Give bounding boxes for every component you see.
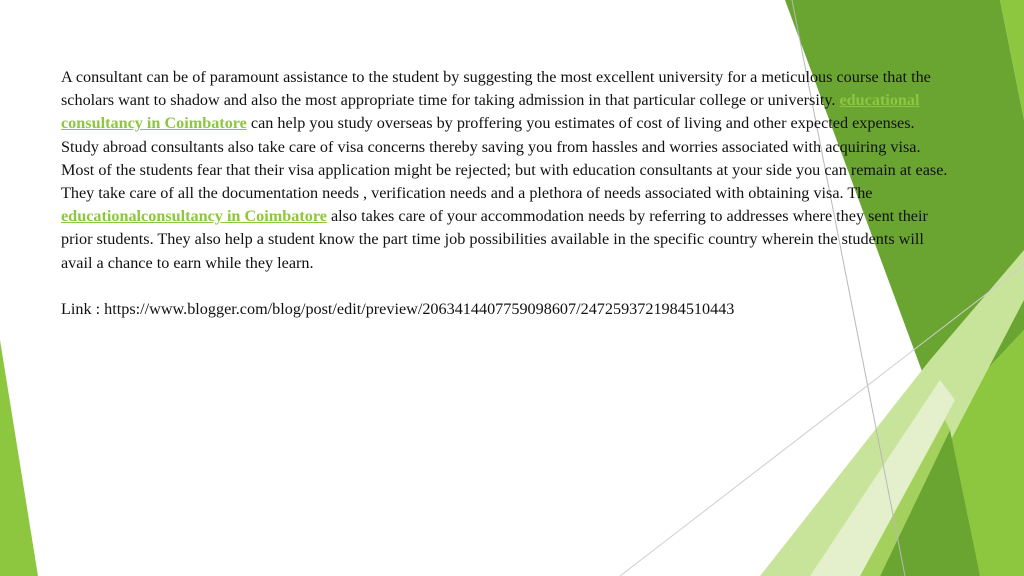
educational-consultancy-link-2[interactable]: educationalconsultancy in Coimbatore (61, 207, 327, 226)
paragraph-2-text-before: They take care of all the documentation needs , verification needs and a plethora of needs associated with obtaining visa. The (61, 184, 873, 203)
educational-consultancy-link-1[interactable]: educational consultancy in Coimbatore (61, 91, 920, 133)
slide-body (61, 66, 951, 321)
paragraph-1-text-before: A consultant can be of paramount assistance to the student by suggesting the most excellent university for a meticulous course that the scholars want to shadow and also the most appropriate time for taking admission in that particular college or university. (61, 68, 931, 110)
paragraph-2 (61, 182, 951, 275)
paragraph-1 (61, 66, 951, 182)
left-green-wedge (0, 340, 38, 576)
paragraph-spacer (61, 275, 951, 298)
link-line: Link : https://www.blogger.com/blog/post/edit/preview/2063414407759098607/247259372198451044​3 (61, 300, 735, 319)
paragraph-2-text-after: also takes care of your accommodation needs by referring to addresses where they sent their prior students. They also help a student know the part time job possibilities available in the specific country wherein the students will avail a chance to earn while they learn. (61, 207, 928, 272)
paragraph-1-text-after: can help you study overseas by proffering you estimates of cost of living and other expected expenses. Study abroad consultants also take care of visa concerns thereby saving you from hassles and worries associated with acquiring visa. Most of the students fear that their visa application might be rejected; but with education consultants at your side you can remain at ease. (61, 114, 948, 179)
